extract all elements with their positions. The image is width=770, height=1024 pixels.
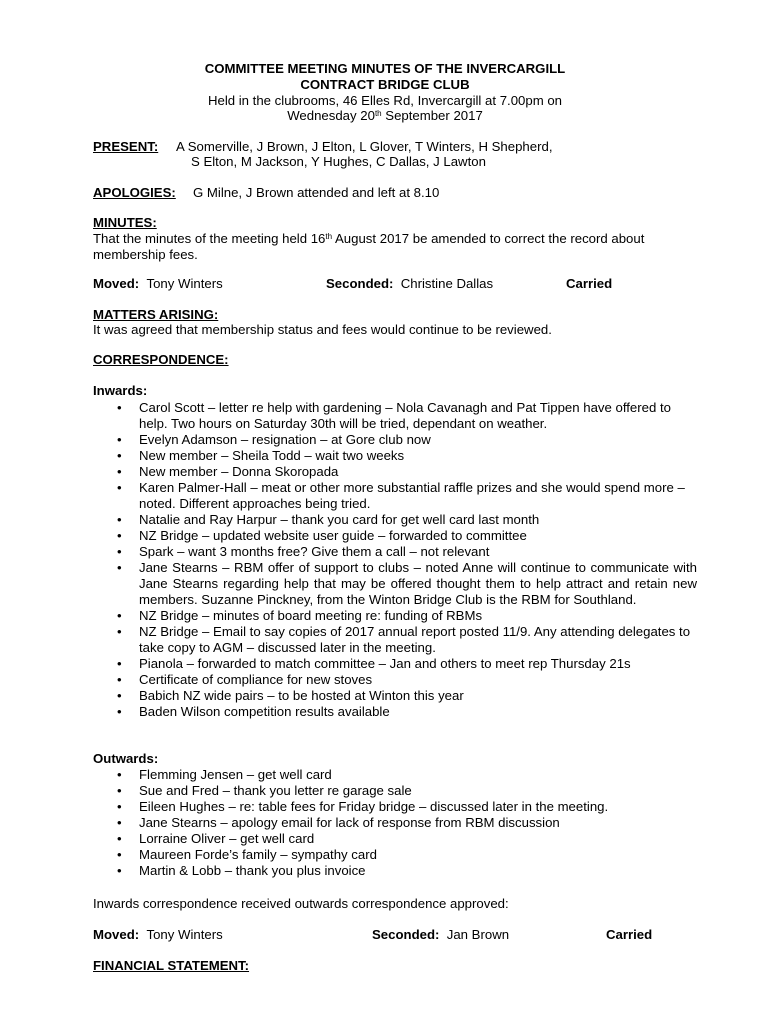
list-item: • Flemming Jensen – get well card	[117, 767, 332, 782]
outwards-label: Outwards:	[93, 751, 159, 766]
present-label: PRESENT:	[93, 139, 159, 154]
bullet-icon: •	[117, 767, 122, 782]
bullet-icon: •	[117, 464, 122, 479]
financial-statement-heading: FINANCIAL STATEMENT:	[93, 958, 250, 973]
bullet-icon: •	[117, 560, 122, 575]
list-item: • Spark – want 3 months free? Give them a call – not relevant	[117, 544, 490, 559]
bullet-icon: •	[117, 528, 122, 543]
bullet-icon: •	[117, 656, 122, 671]
bullet-icon: •	[117, 624, 122, 639]
outwards-list	[93, 767, 697, 879]
matters-arising-text: It was agreed that membership status and fees would continue to be reviewed.	[93, 322, 552, 337]
list-item: • Certificate of compliance for new stoves	[117, 672, 373, 687]
minutes-text: That the minutes of the meeting held 16th August 2017 be amended to correct the record about membership fees.	[93, 231, 645, 262]
motion-1-result: Carried	[566, 276, 613, 291]
list-item: • Eileen Hughes – re: table fees for Friday bridge – discussed later in the meeting.	[117, 799, 609, 814]
bullet-icon: •	[117, 783, 122, 798]
bullet-icon: •	[117, 400, 122, 415]
list-item: • Martin & Lobb – thank you plus invoice	[117, 863, 366, 878]
bullet-icon: •	[117, 831, 122, 846]
apologies-label: APOLOGIES:	[93, 185, 176, 200]
motion-1-seconded: Seconded: Christine Dallas	[326, 276, 494, 291]
list-item: • Sue and Fred – thank you letter re garage sale	[117, 783, 412, 798]
correspondence-approval: Inwards correspondence received outwards correspondence approved:	[93, 896, 509, 911]
list-item: • Evelyn Adamson – resignation – at Gore club now	[117, 432, 431, 447]
bullet-icon: •	[117, 608, 122, 623]
list-item: • Natalie and Ray Harpur – thank you card for get well card last month	[117, 512, 540, 527]
list-item: • Lorraine Oliver – get well card	[117, 831, 315, 846]
bullet-icon: •	[117, 432, 122, 447]
list-item: • Pianola – forwarded to match committee – Jan and others to meet rep Thursday 21s	[117, 656, 631, 671]
motion-1-moved: Moved: Tony Winters	[93, 276, 223, 291]
document-title-line-2: CONTRACT BRIDGE CLUB	[300, 77, 470, 92]
list-item: • Jane Stearns – apology email for lack of response from RBM discussion	[117, 815, 560, 830]
apologies-text: G Milne, J Brown attended and left at 8.10	[193, 185, 440, 200]
present-list-line-1: A Somerville, J Brown, J Elton, L Glover, T Winters, H Shepherd,	[176, 139, 553, 154]
meeting-date: Wednesday 20th September 2017	[287, 108, 483, 123]
motion-2-seconded: Seconded: Jan Brown	[372, 927, 510, 942]
document-title-line-1: COMMITTEE MEETING MINUTES OF THE INVERCARGILL	[204, 61, 566, 76]
bullet-icon: •	[117, 815, 122, 830]
list-item: • NZ Bridge – Email to say copies of 2017 annual report posted 11/9. Any attending delegates to take copy to AGM – discussed later in the meeting.	[117, 624, 691, 655]
list-item: • NZ Bridge – minutes of board meeting re: funding of RBMs	[117, 608, 483, 623]
minutes-heading: MINUTES:	[93, 215, 157, 230]
list-item: • Karen Palmer-Hall – meat or other more substantial raffle prizes and she would spend more – noted. Different approaches being tried.	[117, 480, 685, 511]
list-item: • NZ Bridge – updated website user guide – forwarded to committee	[117, 528, 527, 543]
list-item: • Carol Scott – letter re help with gardening – Nola Cavanagh and Pat Tippen have offered to help. Two hours on Saturday 30th will be tried, dependant on weather.	[117, 400, 671, 431]
matters-arising-heading: MATTERS ARISING:	[93, 307, 219, 322]
correspondence-heading: CORRESPONDENCE:	[93, 352, 229, 367]
motion-2-moved: Moved: Tony Winters	[93, 927, 223, 942]
meeting-location: Held in the clubrooms, 46 Elles Rd, Invercargill at 7.00pm on	[207, 93, 563, 108]
list-item: • Maureen Forde’s family – sympathy card	[117, 847, 377, 862]
bullet-icon: •	[117, 704, 122, 719]
bullet-icon: •	[117, 847, 122, 862]
bullet-icon: •	[117, 512, 122, 527]
list-item: • New member – Donna Skoropada	[117, 464, 339, 479]
bullet-icon: •	[117, 799, 122, 814]
list-item: • Baden Wilson competition results available	[117, 704, 390, 719]
list-item: • Jane Stearns – RBM offer of support to clubs – noted Anne will continue to communicate with Jane Stearns regarding help that may be offered thought them to help attract and retain new members. Suzanne Pinckney, from the Winton Bridge Club is the RBM for Southland.	[117, 560, 697, 607]
bullet-icon: •	[117, 448, 122, 463]
bullet-icon: •	[117, 688, 122, 703]
bullet-icon: •	[117, 544, 122, 559]
list-item: • New member – Sheila Todd – wait two weeks	[117, 448, 405, 463]
inwards-list	[93, 400, 697, 720]
motion-2-result: Carried	[606, 927, 653, 942]
bullet-icon: •	[117, 672, 122, 687]
bullet-icon: •	[117, 863, 122, 878]
list-item: • Babich NZ wide pairs – to be hosted at Winton this year	[117, 688, 464, 703]
bullet-icon: •	[117, 480, 122, 495]
present-list-line-2: S Elton, M Jackson, Y Hughes, C Dallas, J Lawton	[191, 154, 486, 169]
inwards-label: Inwards:	[93, 383, 148, 398]
